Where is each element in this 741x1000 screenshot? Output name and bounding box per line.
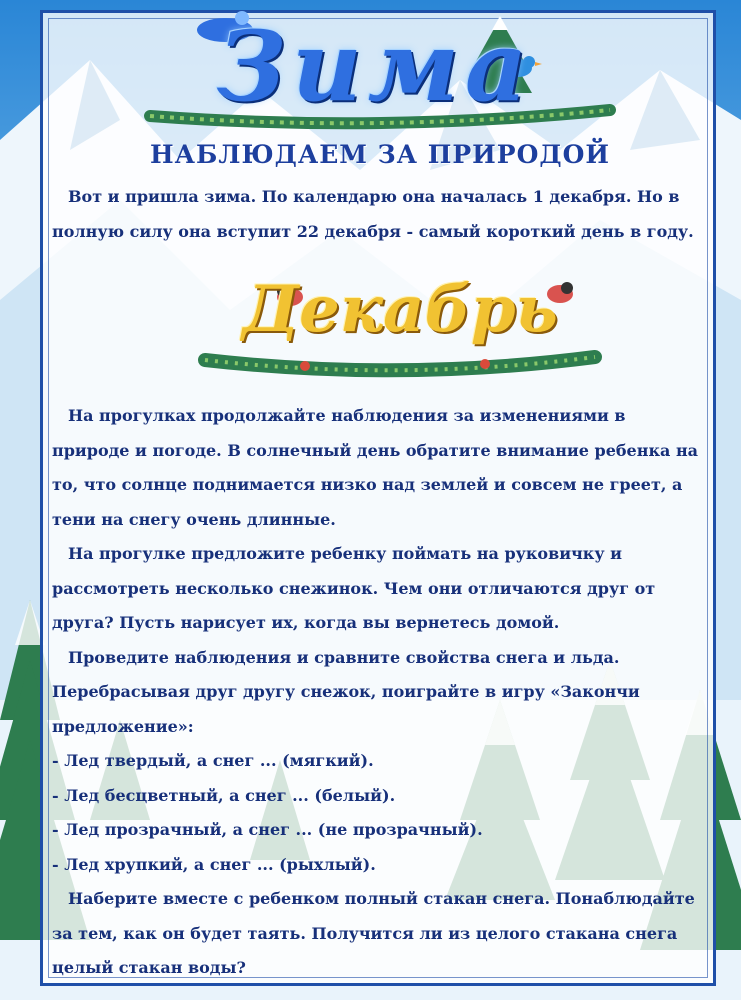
list-item: - Лед прозрачный, а снег ... (не прозрачный). — [52, 820, 483, 839]
page-subtitle: НАБЛЮДАЕМ ЗА ПРИРОДОЙ — [150, 140, 610, 169]
december-logo-title: Декабрь — [242, 272, 558, 347]
list-item: - Лед твердый, а снег ... (мягкий). — [52, 751, 374, 770]
walks-paragraph: На прогулках продолжайте наблюдения за изменениями в природе и погоде. В солнечный день обратите внимание ребенка на то, что солнце поднимается низко над землей и совсем не греет, а тени на снегу очень длинные. — [52, 406, 699, 529]
list-item: - Лед бесцветный, а снег ... (белый). — [52, 785, 396, 805]
garland-icon — [205, 357, 595, 371]
intro-paragraph — [52, 180, 702, 249]
intro-text: Вот и пришла зима. По календарю она началась 1 декабря. Но в полную силу она вступит 22 декабря - самый короткий день в году. — [52, 187, 694, 241]
main-text — [52, 399, 702, 986]
compare-paragraph: Проведите наблюдения и сравните свойства снега и льда. Перебрасывая друг другу снежок, поиграйте в игру «Закончи предложение»: — [52, 647, 640, 736]
glass-paragraph: Наберите вместе с ребенком полный стакан снега. Понаблюдайте за тем, как он будет таять. Получится ли из целого стакана снега целый стакан воды? — [52, 889, 695, 977]
list-item: - Лед хрупкий, а снег ... (рыхлый). — [52, 854, 376, 874]
snowflakes-paragraph: На прогулке предложите ребенку поймать на руковичку и рассмотреть несколько снежинок. Чем они отличаются друг от друга? Пусть нарисует их, когда вы вернетесь домой. — [52, 544, 656, 632]
winter-logo-title: Зима — [216, 10, 534, 123]
